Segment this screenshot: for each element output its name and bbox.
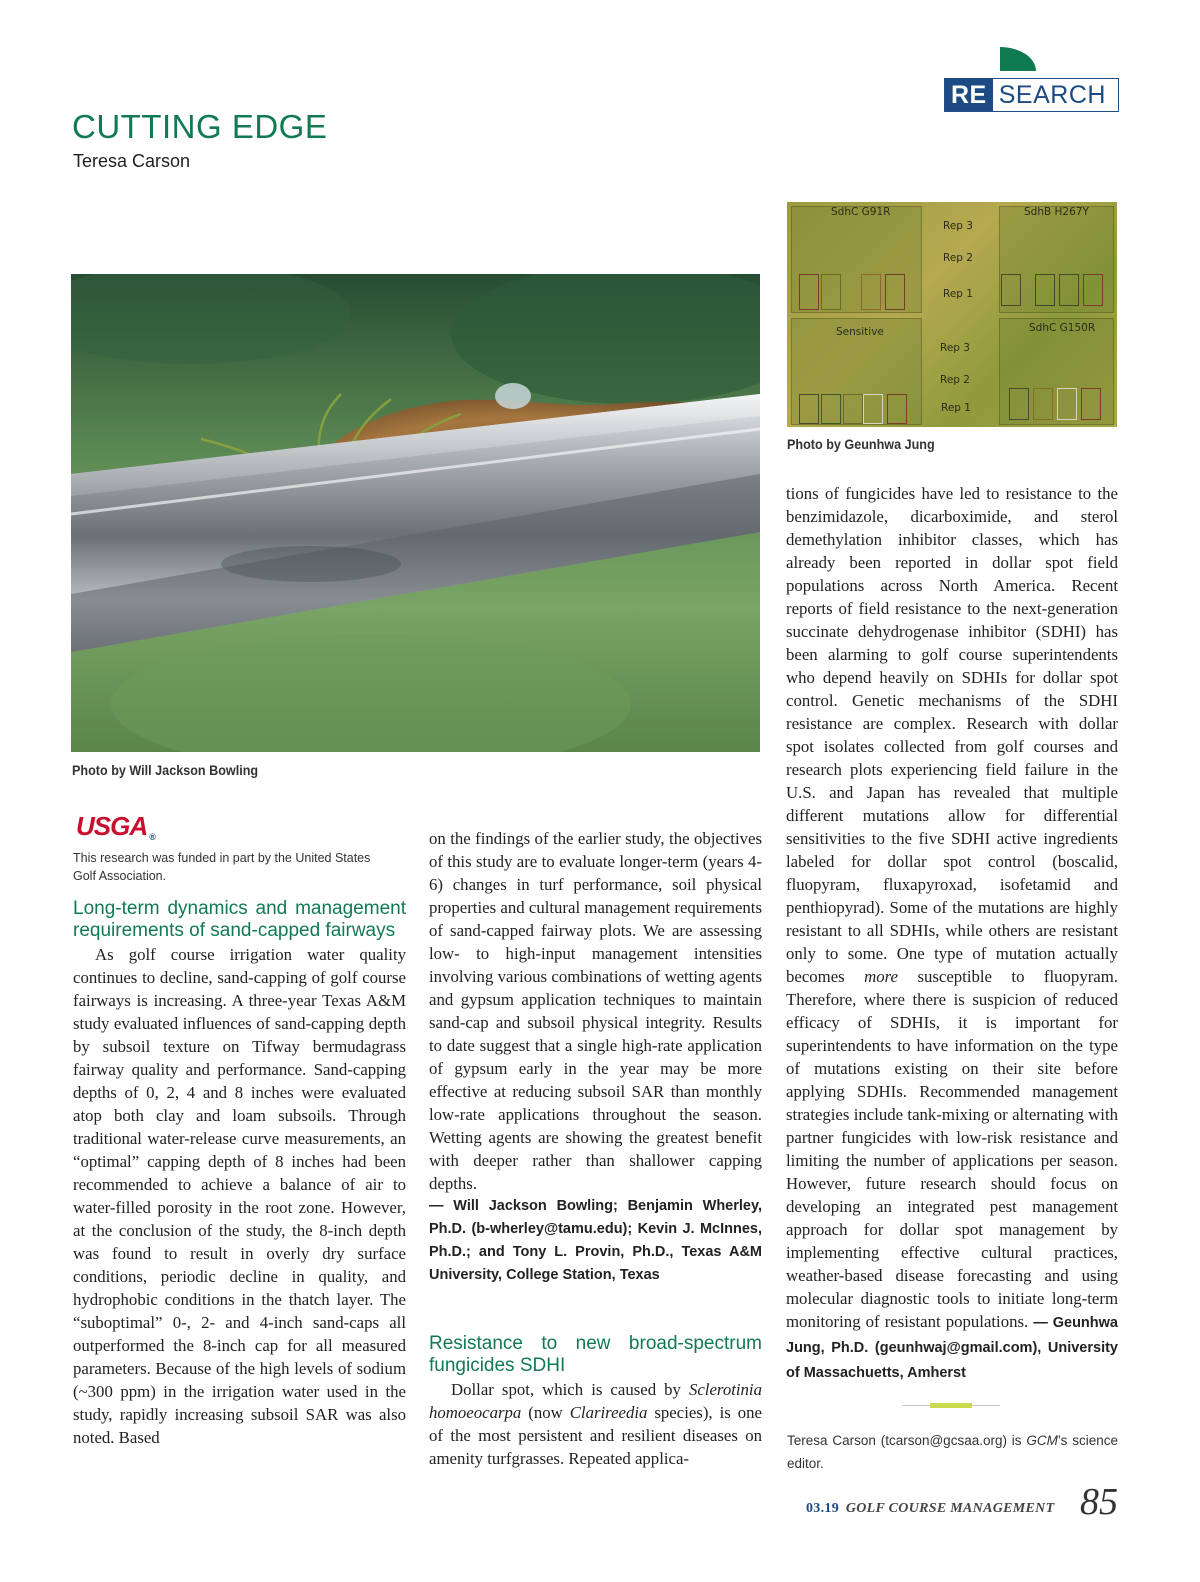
soil-core-photo	[71, 274, 760, 752]
label-rep3-bottom: Rep 3	[940, 342, 970, 354]
label-rep2-top: Rep 2	[943, 252, 973, 264]
article2-intro-species: Sclerotinia homoeocarpa	[429, 1380, 762, 1422]
article2-intro-text-1: Dollar spot, which is caused by	[451, 1380, 689, 1399]
article2-column3	[786, 482, 1118, 1385]
main-photo-credit: Photo by Will Jackson Bowling	[72, 762, 259, 778]
label-sdhc-g150r: SdhC G150R	[1029, 322, 1096, 334]
aerial-photo-credit: Photo by Geunhwa Jung	[787, 436, 935, 452]
treatment-cell	[843, 394, 863, 424]
badge-search: SEARCH	[993, 79, 1112, 111]
article2-intro-text-3: species), is one of the most persistent and resilient diseases on amenity turfgrasses. Repeated applica-	[429, 1403, 762, 1468]
funding-note: This research was funded in part by the United States Golf Association.	[73, 851, 371, 883]
label-rep1-bottom: Rep 1	[941, 402, 971, 414]
treatment-cell	[1059, 274, 1079, 306]
article2-body-emphasis: more	[864, 967, 899, 986]
article2-credit: — Geunhwa Jung, Ph.D. (geunhwaj@gmail.com), University of Massachuetts, Amherst	[786, 1315, 1118, 1381]
treatment-cell	[1035, 274, 1055, 306]
treatment-cell	[1009, 388, 1029, 420]
treatment-cell	[861, 274, 881, 310]
treatment-cell	[799, 394, 819, 424]
usga-registered-mark: ®	[149, 832, 155, 842]
treatment-cell	[821, 274, 841, 310]
treatment-cell	[885, 274, 905, 310]
article2-body-part-b: susceptible to fluopyram. Therefore, where there is suspicion of reduced efficacy of SDHIs, it is important for superintendents to have information on the type of mutations existing on their site before applying SDHIs. Recommended management strategies include tank-mixing or alternating with partner fungicides with low-risk resistance and limiting the number of applications per season. However, future research should focus on developing an integrated pest management approach for dollar spot management by implementing effective cultural practices, weather-based disease forecasting and using molecular diagnostic tools to initiate long-term monitoring of resistant populations.	[786, 967, 1118, 1331]
article1-body-col2: on the findings of the earlier study, the objectives of this study are to evaluate longer-term (years 4-6) changes in turf performance, soil physical properties and cultural management requirements of sand-capped fairway plots. We are assessing low- to high-input management intensities involving various combinations of wetting agents and gypsum application techniques to maintain sand-cap and subsoil physical integrity. Results to date suggest that a single high-rate application of gypsum early in the year may be more effective at reducing subsoil SAR than monthly low-rate applications throughout the season. Wetting agents are showing the greatest benefit with deeper rather than shallower capping depths.	[429, 829, 762, 1193]
soil-core-illustration	[71, 274, 760, 752]
aerial-plot-photo	[787, 202, 1117, 427]
badge-re: RE	[945, 79, 993, 111]
article1-column1	[73, 898, 406, 1449]
label-rep2-bottom: Rep 2	[940, 374, 970, 386]
treatment-cell	[1001, 274, 1021, 306]
treatment-cell	[1081, 388, 1101, 420]
research-badge	[944, 78, 1119, 112]
article2-body-col3	[786, 482, 1118, 1385]
treatment-cell	[1057, 388, 1077, 420]
article1-column2	[429, 827, 762, 1287]
badge-leaf-icon	[1000, 47, 1036, 71]
bio-magazine: GCM	[1026, 1433, 1058, 1448]
article2-intro	[429, 1378, 762, 1470]
label-sdhb-h267y: SdhB H267Y	[1024, 206, 1089, 218]
article2-intro-genus: Clarireedia	[569, 1403, 648, 1422]
article1-credit: — Will Jackson Bowling; Benjamin Wherley, Ph.D. (b-wherley@tamu.edu); Kevin J. McInnes, Ph.D.; and Tony L. Provin, Ph.D., Texas A&M University, College Station, Texas	[429, 1198, 762, 1283]
label-sensitive: Sensitive	[836, 326, 884, 338]
article1-body-col1: As golf course irrigation water quality continues to decline, sand-capping of golf course fairways is increasing. A three-year Texas A&M study evaluated influences of sand-capping depth by subsoil texture on Tifway bermudagrass fairway quality and performance. Sand-capping depths of 0, 2, 4 and 8 inches were evaluated atop both clay and loam subsoils. Through traditional water-release curve measurements, an “optimal” capping depth of 8 inches had been recommended to achieve a balance of air to water-filled porosity in the root zone. However, at the conclusion of the study, the 8-inch depth was found to result in overly dry surface conditions, periodic decline in quality, and hydrophobic conditions in the thatch layer. The “suboptimal” 0-, 2- and 4-inch sand-caps all outperformed the 8-inch cap for all measured parameters. Because of the high levels of sodium (~300 ppm) in the irrigation water used in the study, rapidly increasing subsoil SAR was also noted. Based	[73, 945, 406, 1447]
label-rep1-top: Rep 1	[943, 288, 973, 300]
bio-text-after: ’s science editor.	[787, 1433, 1119, 1471]
section-divider-accent	[930, 1403, 972, 1408]
page-title: CUTTING EDGE	[72, 108, 328, 145]
treatment-cell	[863, 394, 883, 424]
footer-issue: 03.19	[806, 1501, 839, 1516]
treatment-cell	[1083, 274, 1103, 306]
usga-logo-text: USGA	[76, 811, 148, 841]
article1-heading: Long-term dynamics and management requirements of sand-capped fairways	[73, 898, 406, 941]
label-sdhc-g91r: SdhC G91R	[831, 206, 891, 218]
treatment-cell	[887, 394, 907, 424]
treatment-cell	[1033, 388, 1053, 420]
article2-heading: Resistance to new broad-spectrum fungicides SDHI	[429, 1333, 762, 1376]
article2-intro-text-2: (now	[521, 1403, 570, 1422]
page-number: 85	[1080, 1481, 1118, 1523]
footer-magazine	[806, 1501, 1054, 1517]
author-bio	[787, 1429, 1118, 1475]
footer-magazine-name: GOLF COURSE MANAGEMENT	[845, 1501, 1055, 1516]
usga-logo	[76, 811, 155, 842]
label-rep3-top: Rep 3	[943, 220, 973, 232]
article2-column2	[429, 1333, 762, 1470]
treatment-cell	[799, 274, 819, 310]
treatment-cell	[821, 394, 841, 424]
author-name: Teresa Carson	[73, 151, 191, 171]
article2-body-part-a: tions of fungicides have led to resistance to the benzimidazole, dicarboximide, and sterol demethylation inhibitor classes, which has already been reported in dollar spot field populations across North America. Recent reports of field resistance to the next-generation succinate dehydrogenase inhibitor (SDHI) has been alarming to golf course superintendents who depend heavily on SDHIs for dollar spot control. Genetic mechanisms of the SDHI resistance are complex. Research with dollar spot isolates collected from golf courses and research plots experiencing field failure in the U.S. and Japan has revealed that multiple different mutations allow for differential sensitivities to the five SDHI active ingredients labeled for dollar spot control (boscalid, fluopyram, fluxapyroxad, isofetamid and penthiopyrad). Some of the mutations are highly resistant to all SDHIs, while others are resistant only to some. One type of mutation actually becomes	[786, 484, 1118, 986]
bio-text-before: Teresa Carson (tcarson@gcsaa.org) is	[787, 1433, 1027, 1448]
